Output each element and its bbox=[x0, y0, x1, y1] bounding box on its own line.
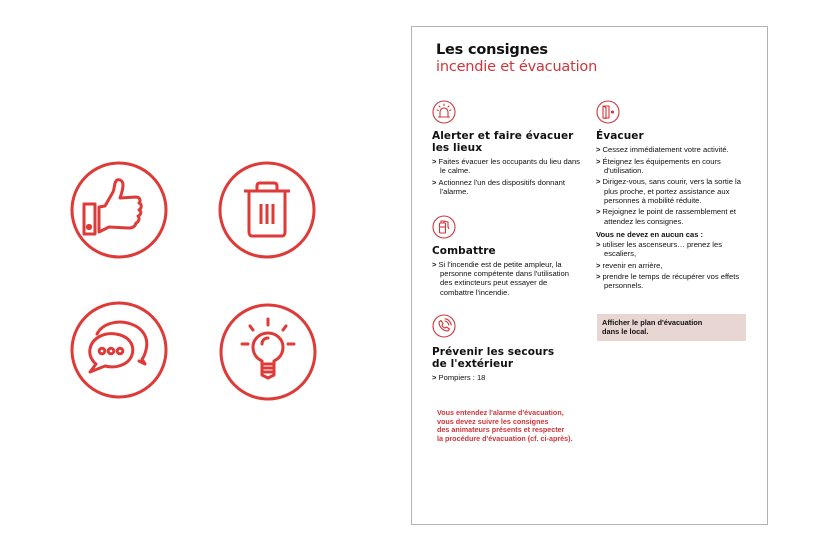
section-alert-title bbox=[432, 130, 584, 154]
bullet-item: > Actionnez l'un des dispositifs donnant l'alarme. bbox=[432, 178, 584, 196]
title-line-2: incendie et évacuation bbox=[436, 59, 598, 75]
section-call bbox=[432, 314, 582, 385]
title-line-1: Les consignes bbox=[436, 42, 548, 58]
bullet-item: > Éteignez les équipements en cours d'utilisation. bbox=[596, 157, 748, 175]
bullet-item: > Faites évacuer les occupants du lieu dans le calme. bbox=[432, 157, 584, 175]
title-line: les lieux bbox=[432, 142, 483, 154]
chat-bubbles-icon bbox=[69, 300, 169, 400]
title-line: Prévenir les secours bbox=[432, 346, 555, 358]
never-bullet-list bbox=[596, 240, 748, 291]
alarm-notice bbox=[437, 409, 607, 443]
bullet-item: > Si l'incendie est de petite ampleur, la personne compétente dans l'utilisation des extincteurs peut essayer de combattre l'incendie. bbox=[432, 260, 580, 297]
exit-door-icon bbox=[596, 100, 620, 124]
evacuation-plan-note bbox=[597, 314, 746, 341]
section-call-title bbox=[432, 346, 582, 370]
bullet-list bbox=[432, 260, 580, 297]
fire-extinguisher-icon bbox=[432, 215, 456, 239]
section-fight-title: Combattre bbox=[432, 245, 496, 257]
bullet-list bbox=[596, 145, 748, 226]
title-line: Alerter et faire évacuer bbox=[432, 130, 574, 142]
notice-line: la procédure d'évacuation (cf. ci-après). bbox=[437, 433, 573, 443]
bullet-item: > Dirigez-vous, sans courir, vers la sortie la plus proche, et portez assistance aux personnes à mobilité réduite. bbox=[596, 177, 748, 205]
thumbs-up-icon bbox=[69, 160, 169, 260]
bullet-item: > Rejoignez le point de rassemblement et attendez les consignes. bbox=[596, 207, 748, 225]
bullet-item: > prendre le temps de récupérer vos effets personnels. bbox=[596, 272, 748, 290]
notice-line: des animateurs présents et respecter bbox=[437, 425, 565, 435]
phone-call-icon bbox=[432, 314, 456, 338]
trash-icon bbox=[217, 160, 317, 260]
bullet-list bbox=[432, 373, 582, 382]
sheet-title bbox=[436, 42, 597, 76]
section-evacuate bbox=[596, 100, 748, 293]
never-heading: Vous ne devez en aucun cas : bbox=[596, 229, 704, 239]
section-alert bbox=[432, 100, 584, 199]
section-fight bbox=[432, 215, 580, 299]
bullet-item: > Pompiers : 18 bbox=[432, 373, 582, 382]
siren-icon bbox=[432, 100, 456, 124]
bullet-item: > utiliser les ascenseurs… prenez les escaliers, bbox=[596, 240, 748, 258]
notice-line: vous devez suivre les consignes bbox=[437, 416, 549, 426]
fire-safety-instructions-sheet bbox=[411, 26, 768, 525]
bullet-item: > revenir en arrière, bbox=[596, 261, 748, 270]
lightbulb-icon bbox=[218, 302, 318, 402]
section-evacuate-title: Évacuer bbox=[596, 130, 644, 142]
bullet-item: > Cessez immédiatement votre activité. bbox=[596, 145, 748, 154]
bullet-list bbox=[432, 157, 584, 196]
note-line: dans le local. bbox=[602, 327, 649, 336]
title-line: de l'extérieur bbox=[432, 358, 514, 370]
note-line: Afficher le plan d'évacuation bbox=[602, 318, 703, 327]
notice-line: Vous entendez l'alarme d'évacuation, bbox=[437, 408, 564, 417]
